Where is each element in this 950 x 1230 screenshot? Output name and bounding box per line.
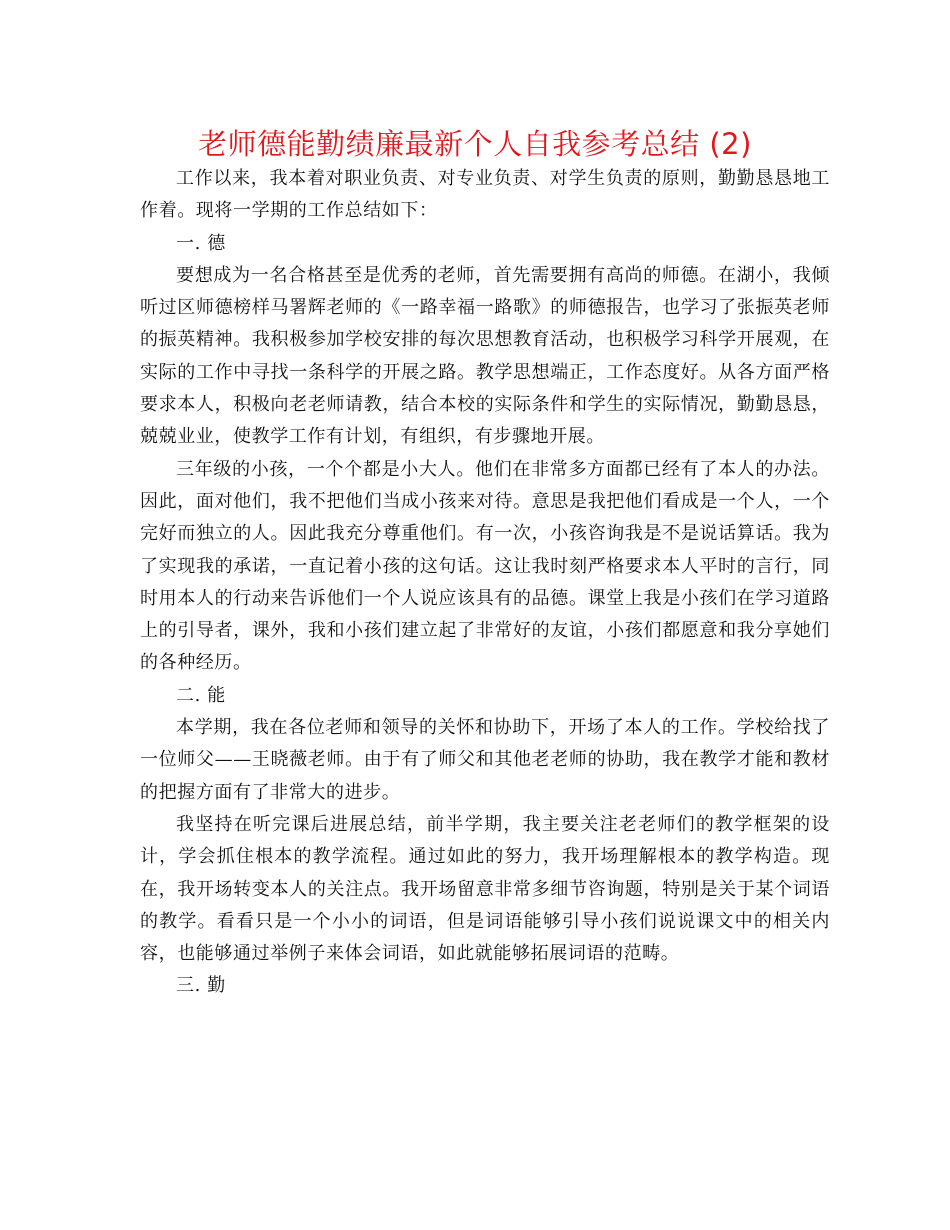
section-heading-qin: 三. 勤 [176, 975, 226, 997]
intro-paragraph: 工作以来，我本着对职业负责、对专业负责、对学生负责的原则，勤勤恳恳地工作着。现将一学期的工作总结如下： [140, 168, 830, 222]
paragraph-neng-1: 本学期，我在各位老师和领导的关怀和协助下，开场了本人的工作。学校给找了一位师父——王晓薇老师。由于有了师父和其他老老师的协助，我在教学才能和教材的把握方面有了非常大的进步。 [140, 717, 830, 803]
document-title: 老师德能勤绩廉最新个人自我参考总结 (2) [198, 127, 752, 161]
section-heading-neng: 二. 能 [176, 684, 226, 706]
paragraph-neng-2: 我坚持在听完课后进展总结，前半学期，我主要关注老老师们的教学框架的设计，学会抓住根本的教学流程。通过如此的努力，我开场理解根本的教学构造。现在，我开场转变本人的关注点。我开场留意非常多细节咨询题，特别是关于某个词语的教学。看看只是一个小小的词语，但是词语能够引导小孩们说说课文中的相关内容，也能够通过举例子来体会词语，如此就能够拓展词语的范畴。 [140, 813, 830, 965]
document-body [140, 163, 830, 1003]
paragraph-de-1: 要想成为一名合格甚至是优秀的老师，首先需要拥有高尚的师德。在湖小，我倾听过区师德榜样马署辉老师的《一路幸福一路歌》的师德报告，也学习了张振英老师的振英精神。我积极参加学校安排的每次思想教育活动，也积极学习科学开展观，在实际的工作中寻找一条科学的开展之路。教学思想端正，工作态度好。从各方面严格要求本人，积极向老老师请教，结合本校的实际条件和学生的实际情况，勤勤恳恳，兢兢业业，使教学工作有计划，有组织，有步骤地开展。 [140, 264, 830, 448]
section-heading-de: 一. 德 [176, 232, 226, 254]
paragraph-de-2: 三年级的小孩，一个个都是小大人。他们在非常多方面都已经有了本人的办法。因此，面对他们，我不把他们当成小孩来对待。意思是我把他们看成是一个人，一个完好而独立的人。因此我充分尊重他们。有一次，小孩咨询我是不是说话算话。我为了实现我的承诺，一直记着小孩的这句话。这让我时刻严格要求本人平时的言行，同时用本人的行动来告诉他们一个人说应该具有的品德。课堂上我是小孩们在学习道路上的引导者，课外，我和小孩们建立起了非常好的友谊，小孩们都愿意和我分享她们的各种经历。 [140, 458, 830, 674]
